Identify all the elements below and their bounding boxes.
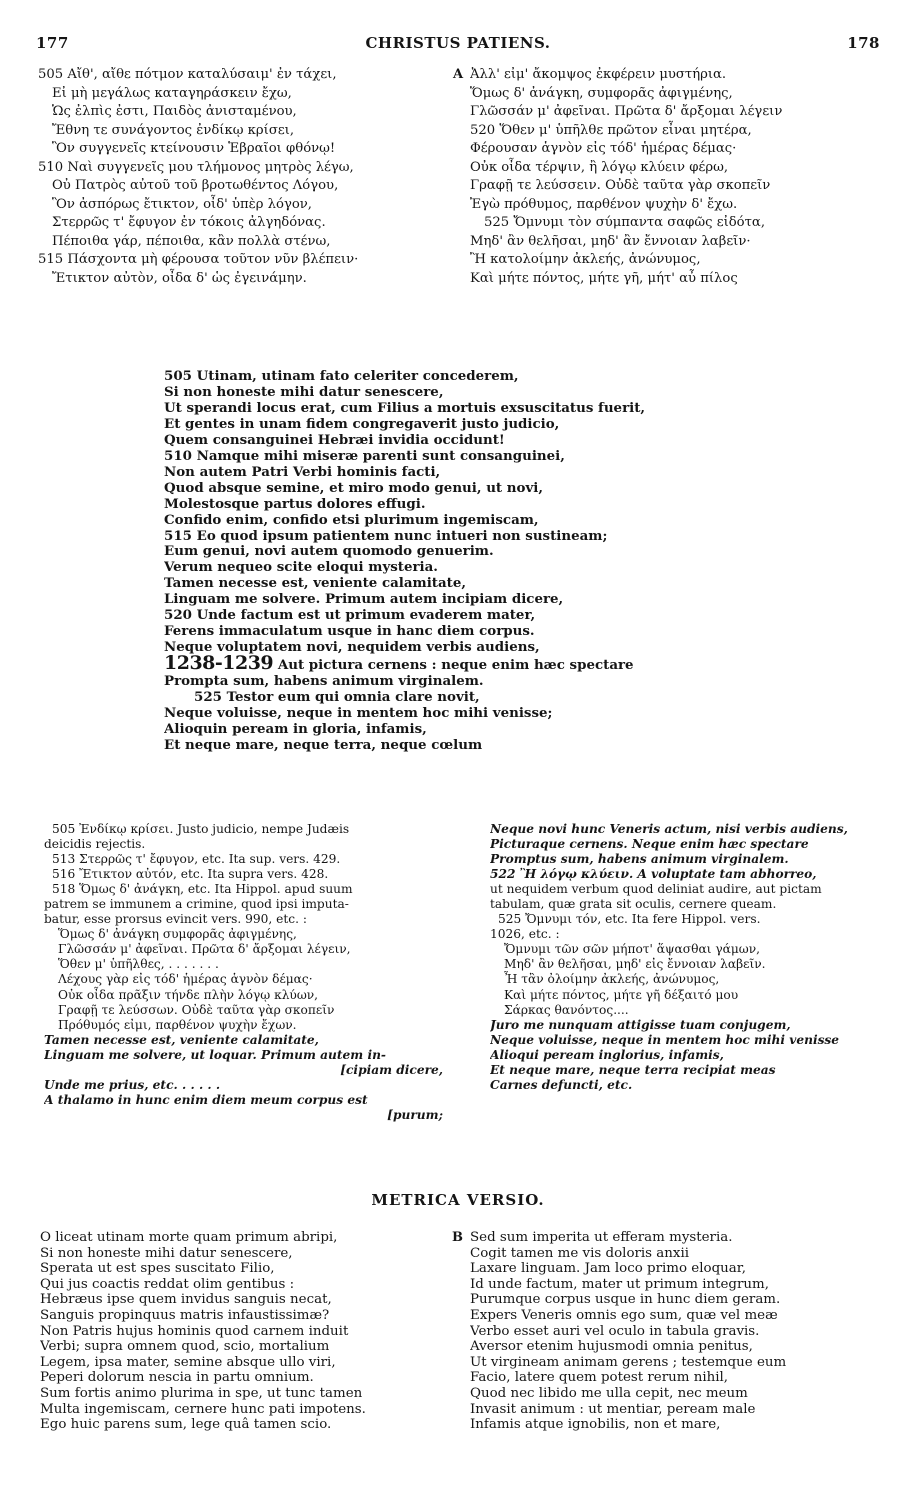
- note-line: patrem se immunem a crimine, quod ipsi imputa-: [44, 897, 349, 912]
- note-line: Πρόθυμός εἰμι, παρθένον ψυχὴν ἔχων.: [58, 1017, 297, 1032]
- note-line: A thalamo in hunc enim diem meum corpus est: [44, 1092, 368, 1107]
- metrica-verse-line: Non Patris hujus hominis quod carnem induit: [40, 1323, 349, 1339]
- greek-verse-line: Στερρῶς τ' ἔφυγον ἐν τόκοις ἀλγηδόνας.: [52, 215, 326, 230]
- greek-verse-line: 515 Πάσχοντα μὴ φέρουσα τοῦτον νῦν βλέπειν·: [38, 252, 359, 267]
- metrica-verse-line: Ego huic parens sum, lege quâ tamen scio.: [40, 1417, 332, 1433]
- metrica-verse-line: O liceat utinam morte quam primum abripi,: [40, 1230, 338, 1245]
- note-line: Γλῶσσάν μ' ἀφεῖναι. Πρῶτα δ' ἄρξομαι λέγειν,: [58, 942, 351, 957]
- latin-line: 525 Testor eum qui omnia clare novit,: [194, 689, 480, 706]
- note-line: Σάρκας θανόντος....: [504, 1002, 629, 1017]
- note-line: Carnes defuncti, etc.: [490, 1077, 633, 1092]
- latin-line: Ferens immaculatum usque in hanc diem corpus.: [164, 623, 535, 640]
- greek-verse-line: 520 Ὅθεν μ' ὑπῆλθε πρῶτον εἶναι μητέρα,: [470, 122, 752, 138]
- column-marker-a: A: [453, 67, 464, 82]
- greek-verse-line: Ἐγὼ πρόθυμος, παρθένον ψυχὴν δ' ἔχω.: [470, 196, 738, 212]
- latin-line: Verum nequeo scite eloqui mysteria.: [164, 559, 438, 576]
- greek-verse-line: Ἔτικτον αὐτὸν, οἶδα δ' ὡς ἐγεινάμην.: [52, 270, 307, 286]
- greek-verse-line: Φέρουσαν ἁγνὸν εἰς τόδ' ἡμέρας δέμας·: [470, 141, 737, 156]
- note-line: 516 Ἔτικτον αὐτόν, etc. Ita supra vers. 428.: [52, 867, 329, 882]
- note-line: Ὄμνυμι τῶν σῶν μήποτ' ἅψασθαι γάμων,: [504, 942, 760, 957]
- greek-verse-line: Εἰ μὴ μεγάλως καταγηράσκειν ἔχω,: [52, 85, 292, 101]
- note-line: Ἦ τἂν ὀλοίμην ἀκλεής, ἀνώνυμος,: [504, 972, 720, 987]
- greek-verse-line: Γραφῇ τε λεύσσειν. Οὐδὲ ταῦτα γὰρ σκοπεῖν: [470, 178, 771, 193]
- greek-verse-line: 505 Αἴθ', αἴθε πότμον καταλύσαιμ' ἐν τάχει,: [38, 67, 337, 82]
- metrica-verse-line: Cogit tamen me vis doloris anxii: [470, 1245, 690, 1261]
- latin-line: Linguam me solvere. Primum autem incipiam dicere,: [164, 591, 564, 608]
- note-line: Picturaque cernens. Neque enim hæc spectare: [490, 837, 809, 852]
- greek-verse-line: Πέποιθα γάρ, πέποιθα, κἂν πολλὰ στένω,: [52, 233, 331, 249]
- metrica-verse-line: Qui jus coactis reddat olim gentibus :: [40, 1276, 295, 1292]
- note-line: 518 Ὅμως δ' ἀνάγκη, etc. Ita Hippol. apud suum: [52, 882, 353, 897]
- latin-line: Ut sperandi locus erat, cum Filius a mortuis exsuscitatus fuerit,: [164, 399, 646, 416]
- note-line: [cipiam dicere,: [340, 1062, 443, 1077]
- metrica-verse-line: Sed sum imperita ut efferam mysteria.: [470, 1230, 733, 1245]
- latin-line: Alioquin peream in gloria, infamis,: [164, 720, 427, 737]
- greek-verse-line: Ἢ κατολοίμην ἀκλεής, ἀνώνυμος,: [470, 252, 701, 267]
- greek-verse-line: Ἀλλ' εἰμ' ἄκομψος ἐκφέρειν μυστήρια.: [470, 67, 727, 82]
- greek-verse-line: Ὃν συγγενεῖς κτείνουσιν Ἑβραῖοι φθόνῳ!: [52, 141, 336, 156]
- latin-line: Et gentes in unam fidem congregaverit justo judicio,: [164, 415, 560, 432]
- metrica-verse-line: Quod nec libido me ulla cepit, nec meum: [470, 1385, 748, 1401]
- metrica-verse-line: Sum fortis animo plurima in spe, ut tunc tamen: [40, 1385, 363, 1401]
- page-number-left: 177: [36, 34, 69, 52]
- latin-line: 520 Unde factum est ut primum evaderem mater,: [164, 607, 536, 624]
- note-line: 513 Στερρῶς τ' ἔφυγον, etc. Ita sup. vers. 429.: [52, 852, 341, 867]
- metrica-verse-line: Infamis atque ignobilis, non et mare,: [470, 1417, 721, 1433]
- note-line: tabulam, quæ grata sit oculis, cernere queam.: [490, 897, 777, 912]
- metrica-verse-line: Verbi; supra omnem quod, scio, mortalium: [40, 1339, 330, 1355]
- latin-line: Neque voluisse, neque in mentem hoc mihi venisse;: [164, 705, 553, 722]
- metrica-right-column: [470, 1230, 890, 1433]
- page-number-right: 178: [847, 34, 880, 52]
- latin-line: Quod absque semine, et miro modo genui, ut novi,: [164, 479, 543, 496]
- note-line: Linguam me solvere, ut loquar. Primum autem in-: [44, 1047, 386, 1062]
- latin-line: Neque voluptatem novi, nequidem verbis audiens,: [164, 639, 540, 656]
- note-line: 505 Ἐνδίκῳ κρίσει. Justo judicio, nempe Judæis: [52, 822, 350, 836]
- running-title: CHRISTUS PATIENS.: [365, 34, 551, 52]
- latin-line: Prompta sum, habens animum virginalem.: [164, 673, 484, 690]
- greek-verse-line: Οὐ Πατρὸς αὐτοῦ τοῦ βροτωθέντος Λόγου,: [52, 178, 339, 193]
- note-line: Ὅθεν μ' ὑπῆλθες, . . . . . . .: [58, 957, 219, 972]
- greek-verse-line: Ὡς ἐλπὶς ἐστι, Παιδὸς ἀνισταμένου,: [52, 104, 297, 119]
- note-line: Juro me nunquam attigisse tuam conjugem,: [490, 1017, 791, 1032]
- metrica-left-column: [40, 1230, 450, 1433]
- latin-line: Et neque mare, neque terra, neque cœlum: [164, 736, 483, 753]
- latin-line: Confido enim, confido etsi plurimum ingemiscam,: [164, 511, 539, 528]
- metrica-verse-line: Expers Veneris omnis ego sum, quæ vel meæ: [470, 1307, 778, 1323]
- note-line: Μηδ' ἂν θελῆσαι, μηδ' εἰς ἔννοιαν λαβεῖν.: [504, 957, 766, 972]
- greek-text-left-column: [38, 66, 446, 288]
- latin-line: Tamen necesse est, veniente calamitate,: [164, 575, 467, 592]
- latin-translation: [164, 369, 724, 754]
- note-line: Οὐκ οἶδα πρᾶξιν τήνδε πλὴν λόγῳ κλύων,: [58, 987, 319, 1002]
- note-line: ut nequidem verbum quod deliniat audire, aut pictam: [490, 882, 822, 897]
- note-line: Et neque mare, neque terra recipiat meas: [490, 1062, 776, 1077]
- latin-line: 505 Utinam, utinam fato celeriter concederem,: [164, 369, 519, 384]
- note-line: 1026, etc. :: [490, 927, 560, 942]
- note-line: Unde me prius, etc. . . . . .: [44, 1077, 221, 1092]
- latin-line: Si non honeste mihi datur senescere,: [164, 383, 444, 400]
- metrica-verse-line: Sperata ut est spes suscitato Filio,: [40, 1261, 275, 1277]
- latin-line: Aut pictura cernens : neque enim hæc spectare: [277, 657, 634, 674]
- note-line: Alioqui peream inglorius, infamis,: [490, 1047, 724, 1062]
- note-line: Καὶ μήτε πόντος, μήτε γῆ δέξαιτό μου: [504, 987, 739, 1002]
- note-line: Neque voluisse, neque in mentem hoc mihi venisse: [490, 1032, 840, 1047]
- latin-line: Eum genui, novi autem quomodo genuerim.: [164, 543, 494, 560]
- column-marker-b: B: [452, 1230, 463, 1245]
- metrica-verse-line: Purumque corpus usque in hunc diem geram.: [470, 1292, 781, 1308]
- greek-verse-line: Καὶ μήτε πόντος, μήτε γῆ, μήτ' αὖ πίλος: [470, 270, 738, 286]
- column-marker-line: [164, 652, 724, 675]
- greek-text-right-column: [470, 66, 890, 288]
- metrica-verse-line: Facio, latere quem potest rerum nihil,: [470, 1370, 729, 1386]
- note-line: Ὅμως δ' ἀνάγκη συμφορᾶς ἀφιγμένης,: [58, 927, 297, 942]
- metrica-verse-line: Verbo esset auri vel oculo in tabula gravis.: [470, 1323, 760, 1339]
- greek-verse-line: Ὅμως δ' ἀνάγκη, συμφορᾶς ἀφιγμένης,: [470, 85, 733, 101]
- note-line: Promptus sum, habens animum virginalem.: [490, 852, 789, 867]
- latin-line: 510 Namque mihi miseræ parenti sunt consanguinei,: [164, 447, 565, 464]
- greek-verse-line: Ἔθνη τε συνάγοντος ἐνδίκῳ κρίσει,: [52, 122, 295, 138]
- latin-line: Quem consanguinei Hebræi invidia occidunt!: [164, 431, 505, 448]
- running-header: [36, 34, 880, 56]
- note-line: Λέχους γὰρ εἰς τόδ' ἡμέρας ἁγνὸν δέμας·: [58, 972, 313, 987]
- note-line: 522 Ἢ λόγῳ κλύειν. A voluptate tam abhorreo,: [490, 867, 817, 882]
- notes-left-column: [44, 822, 449, 1123]
- metrica-verse-line: Id unde factum, mater ut primum integrum,: [470, 1276, 769, 1292]
- note-line: 525 Ὄμνυμι τόν, etc. Ita fere Hippol. vers.: [498, 912, 761, 927]
- greek-verse-line: 525 Ὄμνυμι τὸν σύμπαντα σαφῶς εἰδότα,: [484, 215, 766, 230]
- latin-line: 515 Eo quod ipsum patientem nunc intueri non sustineam;: [164, 527, 608, 544]
- metrica-verse-line: Laxare linguam. Jam loco primo eloquar,: [470, 1261, 746, 1277]
- metrica-verse-line: Ut virgineam animam gerens ; testemque eum: [470, 1354, 787, 1370]
- metrica-verse-line: Multa ingemiscam, cernere hunc pati impotens.: [40, 1401, 366, 1417]
- metrica-verse-line: Aversor etenim hujusmodi omnia penitus,: [470, 1339, 753, 1355]
- greek-verse-line: Οὐκ οἶδα τέρψιν, ἢ λόγῳ κλύειν φέρω,: [470, 159, 729, 175]
- notes-right-column: [490, 822, 890, 1093]
- metrica-verse-line: Invasit animum : ut mentiar, peream male: [470, 1401, 756, 1417]
- greek-verse-line: Γλῶσσάν μ' ἀφεῖναι. Πρῶτα δ' ἄρξομαι λέγειν: [470, 104, 783, 119]
- latin-line: Non autem Patri Verbi hominis facti,: [164, 463, 441, 480]
- note-line: Neque novi hunc Veneris actum, nisi verbis audiens,: [490, 822, 848, 836]
- metrica-verse-line: Sanguis propinquus matris infaustissimæ?: [40, 1307, 330, 1323]
- note-line: [purum;: [387, 1107, 443, 1122]
- metrica-verse-line: Hebræus ipse quem invidus sanguis necat,: [40, 1292, 332, 1308]
- note-line: deicidis rejectis.: [44, 837, 146, 852]
- note-line: batur, esse prorsus evincit vers. 990, etc. :: [44, 912, 307, 927]
- greek-verse-line: 510 Ναὶ συγγενεῖς μου τλήμονος μητρὸς λέγω,: [38, 159, 354, 175]
- metrica-verse-line: Si non honeste mihi datur senescere,: [40, 1245, 293, 1261]
- note-line: Tamen necesse est, veniente calamitate,: [44, 1032, 319, 1047]
- greek-verse-line: Ὃν ἀσπόρως ἔτικτον, οἶδ' ὑπὲρ λόγον,: [52, 196, 312, 212]
- column-marker: 1238-1239: [164, 652, 274, 675]
- greek-verse-line: Μηδ' ἂν θελῆσαι, μηδ' ἂν ἔννοιαν λαβεῖν·: [470, 233, 751, 249]
- metrica-verse-line: Legem, ipsa mater, semine absque ullo viri,: [40, 1354, 336, 1370]
- metrica-verse-line: Peperi dolorum nescia in partu omnium.: [40, 1370, 314, 1386]
- latin-line: Molestosque partus dolores effugi.: [164, 495, 426, 512]
- metrica-versio-heading: METRICA VERSIO.: [371, 1191, 545, 1209]
- note-line: Γραφῇ τε λεύσσων. Οὐδὲ ταῦτα γὰρ σκοπεῖν: [58, 1002, 335, 1017]
